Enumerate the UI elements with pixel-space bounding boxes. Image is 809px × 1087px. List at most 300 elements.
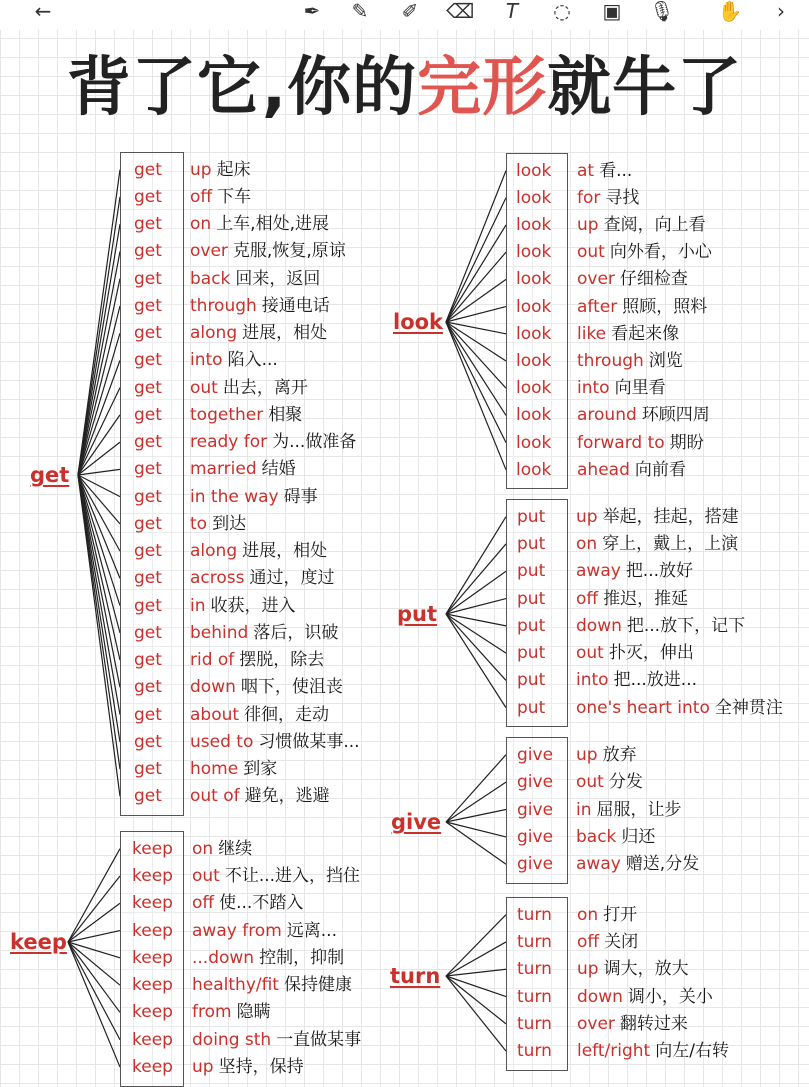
verb-word: turn [517,1013,552,1034]
phrase-entry [577,161,632,181]
verb-word: get [134,241,162,262]
pencil-icon[interactable]: ✎ [351,0,369,23]
phrase-entry [192,866,360,886]
meaning: 把...放下，记下 [626,615,746,636]
meaning: 接通电话 [261,295,330,316]
meaning: 把...放进... [613,670,698,691]
verb-word: give [517,772,554,793]
phrase-entry [577,905,637,925]
particle: away from [192,920,282,941]
phrase-entry [192,948,344,968]
meaning: 浏览 [648,351,683,371]
verb-word: turn [517,1041,552,1062]
particle: out [577,242,605,263]
phrase-entry [190,568,335,588]
verb-word: get [134,459,162,480]
meaning: 落后，识破 [253,622,339,643]
phrase-entry [192,1030,361,1050]
particle: over [190,241,228,262]
phrase-entry [576,507,739,527]
meaning: 出去，离开 [222,377,308,398]
verb-word: give [517,744,554,765]
particle: up [577,959,599,980]
particle: over [577,1013,615,1034]
verb-word: get [134,650,162,671]
particle: up [190,159,212,180]
phrase-entry [577,297,707,317]
phrase-entry [577,405,710,425]
meaning: 碍事 [283,486,318,507]
particle: back [576,826,617,847]
connector-line [446,171,506,322]
particle: on [577,904,599,925]
phrase-entry [576,534,738,554]
particle: out [576,643,604,664]
meaning: 寻找 [605,187,640,208]
connector-line [78,333,120,475]
connector-line [78,475,120,796]
particle: around [577,405,637,426]
particle: down [190,677,236,698]
meaning: 陷入... [227,350,278,371]
verb-word: keep [132,1002,173,1023]
verb-word: turn [517,986,552,1007]
particle: doing sth [192,1029,272,1050]
verb-word: put [517,588,546,609]
title-part-2: 就牛了 [547,51,743,125]
meaning: 咽下，使沮丧 [240,677,343,698]
image-icon[interactable]: ▣ [602,0,622,23]
particle: on [190,214,212,235]
meaning: 控制，抑制 [259,947,345,968]
connector-line [78,170,120,475]
meaning: 关闭 [604,931,639,952]
eraser-icon[interactable]: ⌫ [446,0,475,23]
phrase-entry [576,643,694,663]
verb-word: look [516,405,552,426]
particle: ahead [577,459,630,480]
verb-word: look [516,323,552,344]
verb-label-give: give [391,810,442,834]
meaning: 到达 [212,513,247,534]
connector-line [68,942,120,985]
particle: on [192,838,214,859]
particle: like [577,323,607,344]
meaning: 调小，关小 [627,986,713,1007]
phrase-entry [576,561,693,581]
verb-word: look [516,187,552,208]
verb-label-put: put [397,602,438,626]
connector-line [68,942,120,1012]
particle: ...down [192,947,255,968]
phrase-entry [190,323,327,343]
microphone-icon[interactable]: 🎙 [649,0,675,23]
verb-word: turn [517,931,552,952]
phrase-entry [577,242,712,262]
meaning: 收获，进入 [210,595,296,616]
phrase-entry [192,975,352,995]
verb-word: keep [132,975,173,996]
meaning: 扑灭，伸出 [608,643,694,664]
verb-label-get: get [30,463,70,487]
verb-word: get [134,377,162,398]
meaning: 环顾四周 [641,405,710,426]
verb-word: give [517,854,554,875]
meaning: 向左/右转 [655,1041,729,1062]
phrase-entry [190,187,251,207]
meaning: 通过，度过 [249,568,335,589]
phrase-entry [576,670,697,690]
connector-line [446,225,506,322]
connector-line [446,322,506,443]
pen-icon[interactable]: ✒ [303,0,321,23]
meaning: 进展，相处 [242,323,328,344]
phrase-entry [190,350,278,370]
particle: into [576,670,609,691]
phrase-entry [190,705,329,725]
phrase-entry [576,698,783,718]
phrase-entry [577,959,689,979]
phrase-entry [190,432,356,452]
particle: up [192,1057,214,1078]
verb-label-look: look [393,310,444,334]
connector-line [78,475,120,687]
phrase-entry [190,269,320,289]
connector-line [78,224,120,475]
meaning: 回来，返回 [235,268,321,289]
phrase-entry [577,1014,688,1034]
connector-line [446,544,506,614]
particle: down [576,615,622,636]
back-arrow-icon[interactable]: ← [34,0,52,23]
meaning: 摆脱，除去 [239,650,325,671]
meaning: 屈服，让步 [596,799,682,820]
particle: up [577,215,599,235]
phrase-entry [190,405,302,425]
particle: through [577,351,644,371]
phrase-entry [577,324,679,344]
meaning: 远离... [286,920,337,941]
text-icon[interactable]: T [505,0,519,23]
verb-word: get [134,486,162,507]
meaning: 仔细检查 [619,269,688,290]
connector-line [446,976,506,997]
connector-line [446,322,506,415]
meaning: 徘徊，走动 [244,704,330,725]
verb-word: put [517,615,546,636]
verb-word: get [134,350,162,371]
particle: ready for [190,432,268,453]
verb-word: get [134,323,162,344]
connector-line [78,197,120,475]
meaning: 避免，逃避 [244,786,330,807]
verb-word: put [517,697,546,718]
phrase-entry [190,650,324,670]
particle: out of [190,786,240,807]
marker-icon[interactable]: ✐ [401,0,419,23]
connector-line [68,942,120,1067]
verb-word: get [134,404,162,425]
phrase-entry [190,296,330,316]
particle: at [577,160,595,181]
particle: through [190,295,257,316]
title-part-1: 背了它,你的 [66,51,418,125]
phrase-entry [190,677,343,697]
particle: along [190,541,238,562]
connector-line [446,822,506,837]
particle: home [190,759,239,780]
verb-word: get [134,622,162,643]
connector-line [446,307,506,322]
verb-word: look [516,351,552,371]
phrase-entry [576,800,682,820]
particle: in [576,799,592,820]
phrase-entry [577,987,713,1007]
meaning: 分发 [608,772,643,793]
meaning: 把...放好 [625,561,694,582]
phrase-entry [576,616,745,636]
particle: up [576,506,598,527]
connector-line [446,822,506,864]
particle: into [190,350,223,371]
particle: off [577,931,600,952]
phrase-entry [577,1041,729,1061]
verb-word: get [134,759,162,780]
particle: down [577,986,623,1007]
connector-line [446,915,506,976]
phrase-entry [190,541,327,561]
verb-word: look [516,432,552,453]
particle: over [577,269,615,290]
verb-word: turn [517,959,552,980]
particle: rid of [190,650,235,671]
phrase-entry [192,1057,304,1077]
verb-word: look [516,378,552,399]
meaning: 翻转过来 [619,1013,688,1034]
verb-word: keep [132,865,173,886]
meaning: 看... [599,160,633,181]
phrase-entry [577,269,688,289]
meaning: 使...不踏入 [219,893,304,914]
meaning: 调大，放大 [603,959,689,980]
verb-word: get [134,268,162,289]
meaning: 为...做准备 [272,432,357,453]
particle: about [190,704,240,725]
phrase-entry [576,854,699,874]
phrase-entry [576,827,655,847]
meaning: 查阅，向上看 [603,215,706,235]
connector-line [446,252,506,322]
verb-word: turn [517,904,552,925]
verb-word: get [134,432,162,453]
connector-line [78,475,120,715]
particle: together [190,404,264,425]
meaning: 全神贯注 [714,697,783,718]
phrase-entry [577,433,704,453]
verb-word: put [517,561,546,582]
particle: healthy/fit [192,975,279,996]
verb-word: give [517,799,554,820]
particle: after [577,296,618,317]
meaning: 向外看，小心 [609,242,712,263]
meaning: 看起来像 [611,323,680,344]
connector-line [446,198,506,322]
meaning: 克服,恢复,原谅 [232,241,346,262]
meaning: 不让...进入，挡住 [224,865,361,886]
verb-word: keep [132,947,173,968]
particle: behind [190,622,249,643]
phrase-entry [192,1002,271,1022]
verb-word: keep [132,838,173,859]
meaning: 照顾，照料 [622,296,708,317]
particle: from [192,1002,232,1023]
phrase-entry [190,487,318,507]
phrase-entry [190,459,296,479]
verb-word: get [134,595,162,616]
meaning: 上车,相处,进展 [216,214,329,235]
particle: out [190,377,218,398]
phrase-entry [190,623,338,643]
meaning: 举起，挂起，搭建 [602,506,739,527]
phrase-entry [576,589,688,609]
meaning: 赠送,分发 [625,854,700,875]
meaning: 到家 [243,759,278,780]
phrase-entry [190,241,346,261]
particle: on [576,533,598,554]
verb-word: keep [132,920,173,941]
connector-line [446,976,506,1024]
phrase-entry [192,893,303,913]
particle: in the way [190,486,279,507]
phrase-entry [190,214,329,234]
verb-word: look [516,459,552,480]
meaning: 向里看 [614,378,666,399]
verb-word: keep [132,1029,173,1050]
verb-word: look [516,215,552,235]
connector-line [446,571,506,614]
verb-word: put [517,670,546,691]
connector-line [68,849,120,942]
meaning: 隐瞒 [236,1002,271,1023]
connector-line [446,942,506,976]
meaning: 进展，相处 [242,541,328,562]
phrase-entry [577,351,683,371]
title-highlight: 完形 [417,51,548,125]
meaning: 保持健康 [283,975,352,996]
particle: one's heart into [576,697,710,718]
verb-word: get [134,541,162,562]
verb-label-turn: turn [390,964,441,988]
verb-word: get [134,731,162,752]
meaning: 相聚 [268,404,303,425]
verb-word: look [516,242,552,263]
meaning: 向前看 [634,459,686,480]
particle: away [576,854,621,875]
verb-word: get [134,214,162,235]
meaning: 穿上，戴上，上演 [602,533,739,554]
verb-word: get [134,786,162,807]
particle: out [192,865,220,886]
verb-word: get [134,568,162,589]
verb-word: put [517,506,546,527]
phrase-entry [577,932,638,952]
phrase-entry [577,215,706,235]
phrase-entry [190,786,330,806]
meaning: 推迟，推延 [603,588,689,609]
verb-word: get [134,186,162,207]
meaning: 期盼 [669,432,704,453]
meaning: 起床 [216,159,251,180]
particle: in [190,595,206,616]
particle: into [577,378,610,399]
verb-word: look [516,296,552,317]
particle: off [190,186,213,207]
particle: off [192,893,215,914]
verb-word: keep [132,893,173,914]
particle: away [576,561,621,582]
phrase-entry [577,460,686,480]
verb-word: get [134,704,162,725]
verb-word: keep [132,1057,173,1078]
particle: across [190,568,245,589]
connector-line [446,322,506,470]
phrase-entry [192,839,252,859]
phrase-entry [190,759,277,779]
particle: forward to [577,432,665,453]
particle: for [577,187,601,208]
hand-icon[interactable]: ✋ [717,0,743,23]
particle: up [576,744,598,765]
meaning: 结婚 [261,459,296,480]
phrase-entry [190,160,251,180]
particle: back [190,268,231,289]
meaning: 习惯做某事... [258,731,360,752]
phrase-entry [192,921,337,941]
verb-word: get [134,295,162,316]
phrase-entry [577,188,639,208]
particle: along [190,323,238,344]
verb-word: put [517,533,546,554]
meaning: 继续 [218,838,253,859]
lasso-icon[interactable]: ◌ [553,0,571,23]
phrase-entry [190,732,360,752]
phrase-entry [576,745,637,765]
connector-line [78,251,120,475]
connector-line [68,942,120,1040]
phrase-entry [576,772,643,792]
meaning: 坚持，保持 [218,1057,304,1078]
connector-line [446,976,506,1051]
meaning: 归还 [621,826,656,847]
phrase-entry [577,378,666,398]
verb-word: get [134,677,162,698]
phrase-entry [190,596,296,616]
meaning: 一直做某事 [276,1029,362,1050]
particle: used to [190,731,254,752]
meaning: 下车 [217,186,252,207]
verb-word: get [134,159,162,180]
chevron-right-icon[interactable]: › [777,0,785,23]
verb-label-keep: keep [10,930,67,954]
phrase-entry [190,514,246,534]
verb-word: get [134,513,162,534]
particle: off [576,588,599,609]
connector-line [78,306,120,475]
verb-word: give [517,826,554,847]
verb-word: look [516,269,552,290]
verb-word: put [517,643,546,664]
verb-word: look [516,160,552,181]
